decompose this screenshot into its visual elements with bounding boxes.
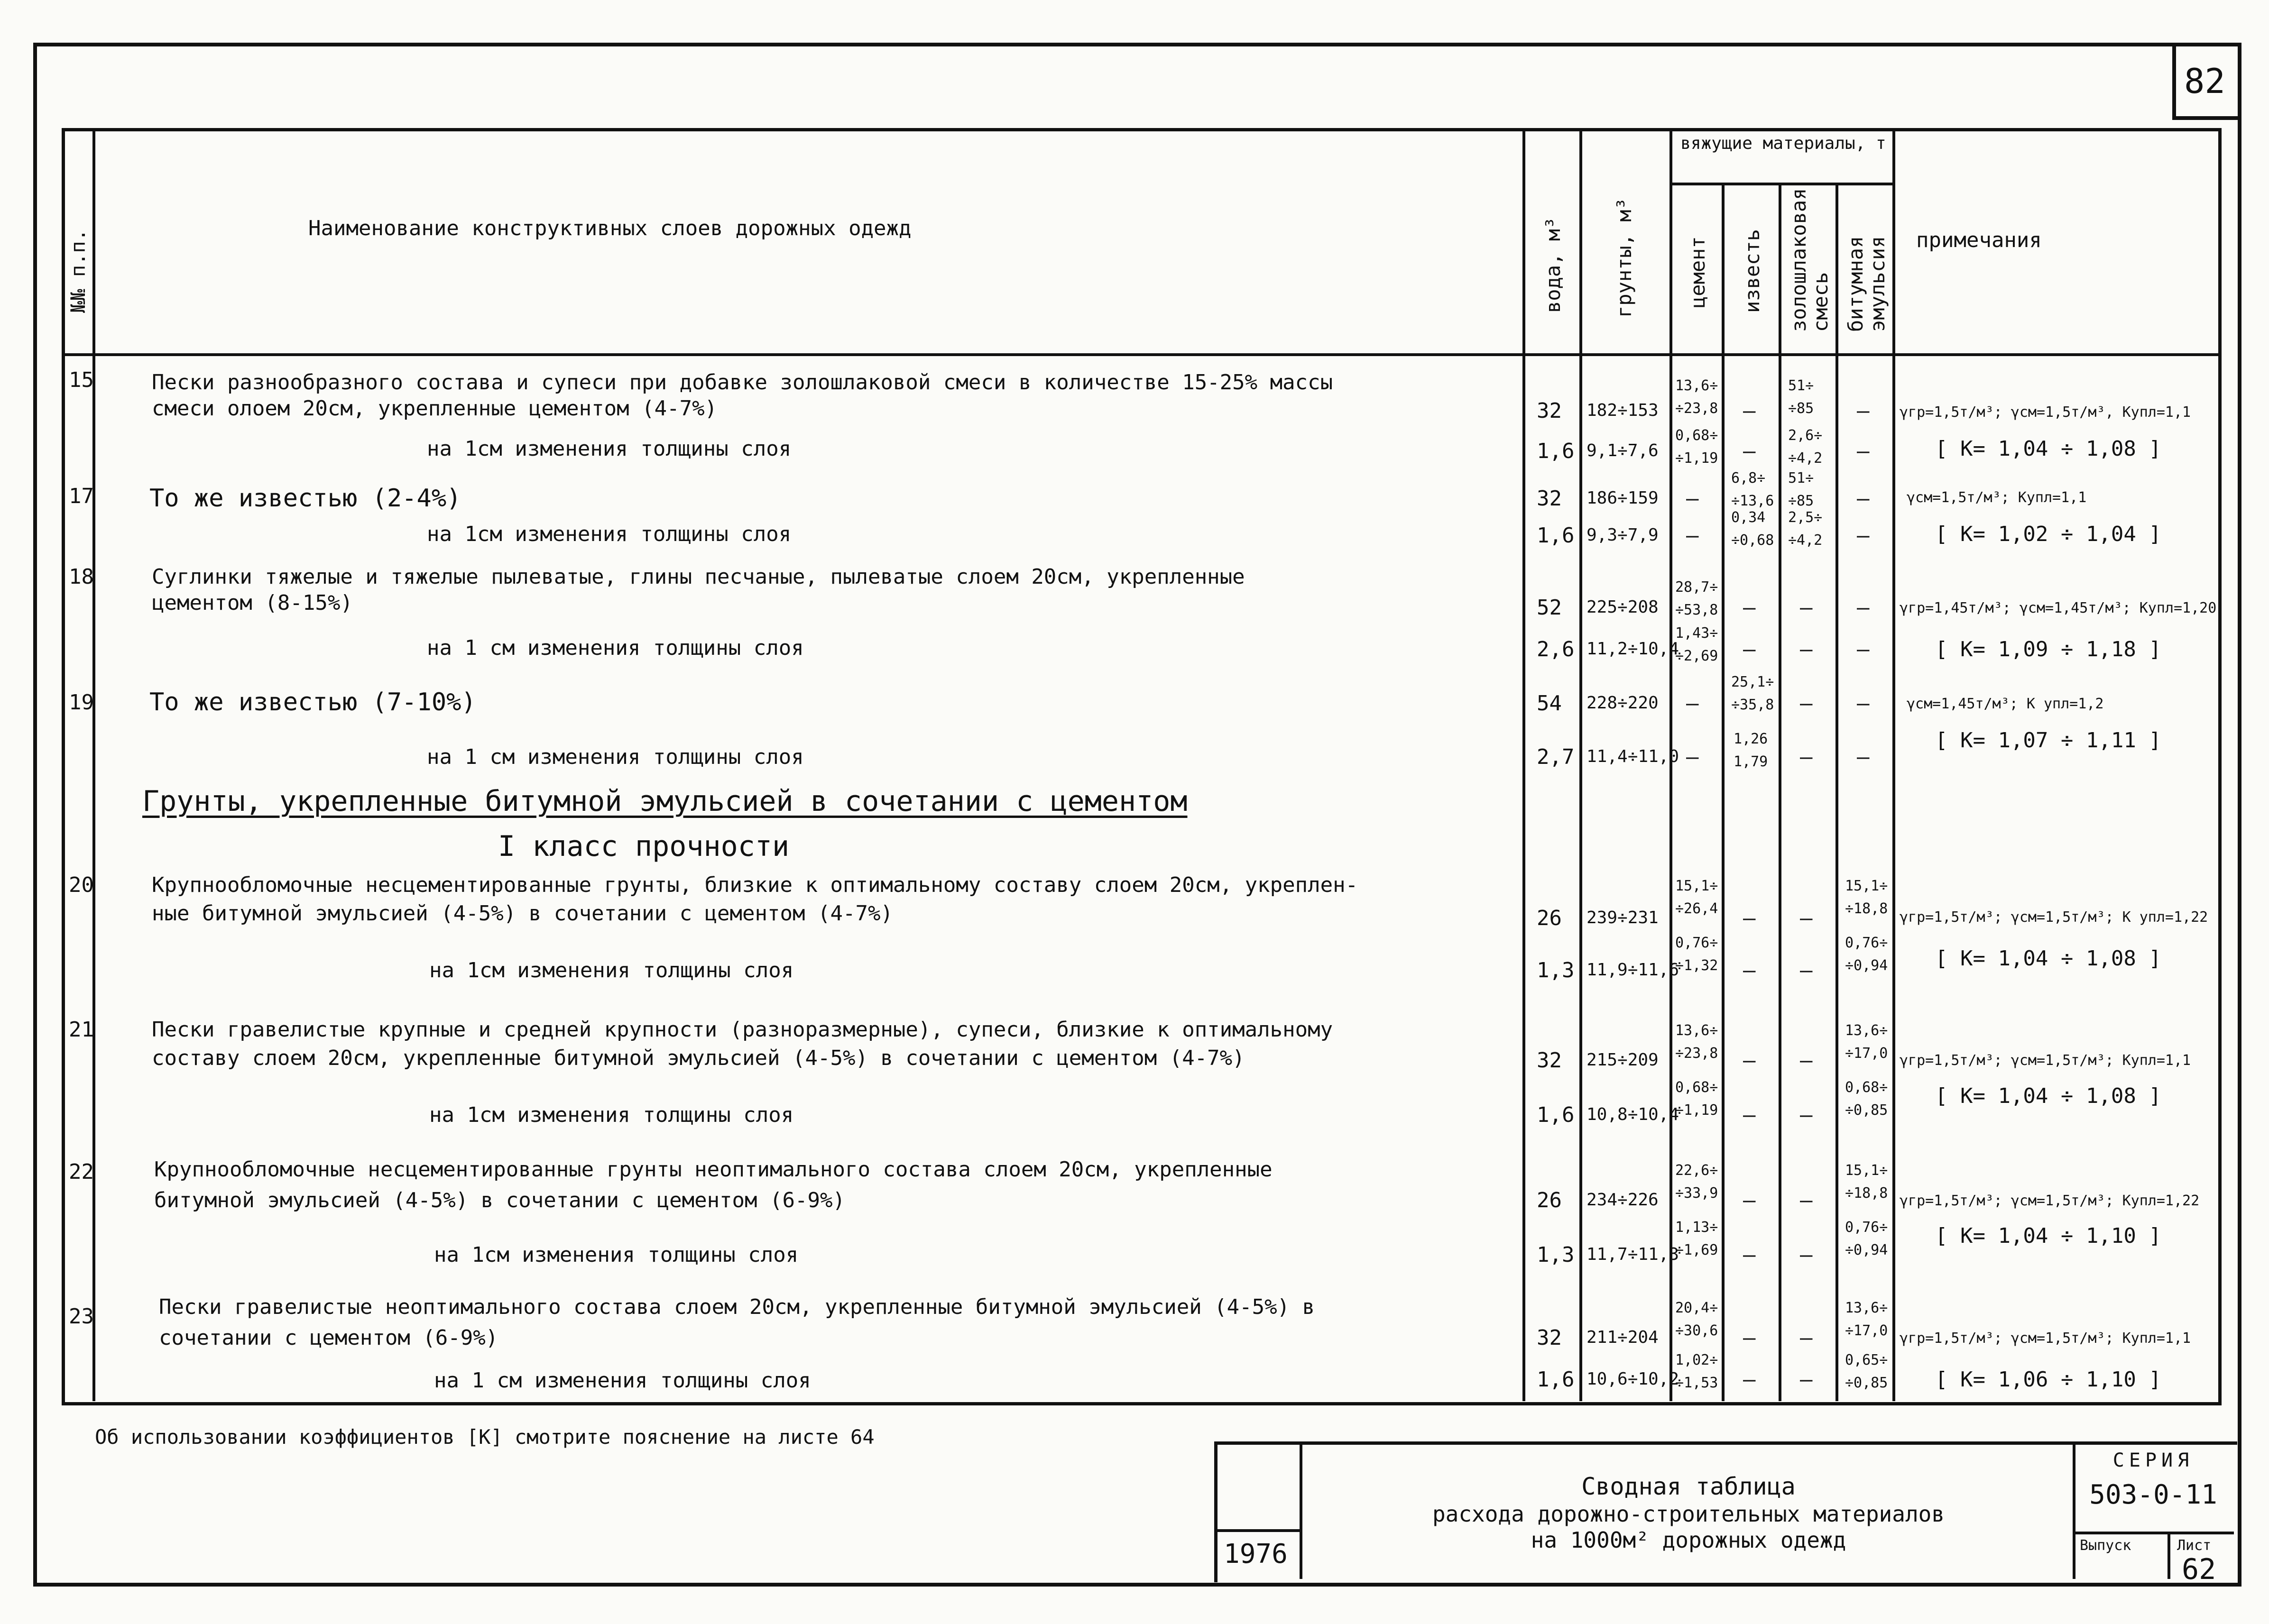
row-desc-line2: смеси олоем 20см, укрепленные цементом (4-7%)	[152, 396, 718, 421]
title-line3: на 1000м² дорожных одежд	[1531, 1527, 1846, 1553]
col-line-ash	[1835, 183, 1838, 1401]
cell-emulsion-sub: 0,65÷ ÷0,85	[1845, 1352, 1888, 1391]
cell-lime: 6,8÷ ÷13,6	[1731, 470, 1774, 509]
cell-lime-sub: —	[1743, 1103, 1756, 1127]
row-desc-line2: битумной эмульсией (4-5%) в сочетании с цементом (6-9%)	[154, 1188, 845, 1212]
cell-ash: —	[1800, 691, 1813, 716]
cell-water-sub: 1,6	[1537, 1367, 1575, 1392]
cell-emulsion: 13,6÷ ÷17,0	[1845, 1022, 1888, 1062]
cell-soil: 228÷220	[1586, 693, 1659, 713]
col-line-num	[92, 128, 95, 1401]
cell-ash: —	[1800, 1188, 1813, 1212]
cell-water-sub: 1,6	[1537, 1103, 1575, 1127]
row-sub-label: на 1см изменения толщины слоя	[434, 1243, 799, 1267]
cell-ash-sub: —	[1800, 958, 1813, 982]
title-block-sheet-divider	[2168, 1532, 2170, 1579]
cell-note: γсм=1,45т/м³; К упл=1,2	[1907, 696, 2104, 712]
sheet-label: Лист	[2177, 1537, 2212, 1554]
col-line-lime	[1779, 183, 1781, 1401]
cell-ash: —	[1800, 596, 1813, 620]
cell-ash-sub: 2,6÷ ÷4,2	[1788, 427, 1823, 467]
title-block-year-line	[1214, 1529, 1300, 1532]
section-title: Грунты, укрепленные битумной эмульсией в сочетании с цементом	[142, 785, 1188, 818]
row-num: 19	[69, 690, 94, 715]
header-name: Наименование конструктивных слоев дорожных одежд	[308, 216, 912, 240]
cell-water: 32	[1537, 399, 1562, 423]
cell-water-sub: 1,3	[1537, 958, 1575, 982]
cell-cement-sub: —	[1686, 523, 1699, 548]
col-line-cement	[1722, 183, 1725, 1401]
cell-soil-sub: 11,2÷10,4	[1586, 639, 1679, 659]
header-soil: грунты, м³	[1613, 198, 1636, 318]
cell-soil-sub: 9,3÷7,9	[1586, 525, 1659, 545]
cell-cement-sub: 1,43÷ ÷2,69	[1675, 625, 1718, 664]
row-sub-label: на 1 см изменения толщины слоя	[434, 1368, 811, 1393]
cell-lime-sub: 0,34 ÷0,68	[1731, 509, 1774, 549]
section-subtitle: I класс прочности	[498, 830, 790, 863]
title-line1: Сводная таблица	[1581, 1473, 1796, 1500]
cell-water: 32	[1537, 1326, 1562, 1350]
row-num: 17	[69, 484, 94, 508]
row-desc-line1: Суглинки тяжелые и тяжелые пылеватые, глины песчаные, пылеватые слоем 20см, укрепленные	[152, 565, 1245, 589]
cell-lime: —	[1743, 906, 1756, 930]
cell-ash-sub: —	[1800, 1243, 1813, 1267]
cell-emulsion-sub: 0,68÷ ÷0,85	[1845, 1079, 1888, 1119]
cell-emulsion-sub: —	[1857, 745, 1870, 769]
cell-k: [ К= 1,09 ÷ 1,18 ]	[1935, 637, 2161, 661]
cell-ash-sub: —	[1800, 1103, 1813, 1127]
row-desc-line1: Пески гравелистые неоптимального состава слоем 20см, укрепленные битумной эмульсией (4-5%) в	[159, 1295, 1315, 1319]
cell-lime-sub: —	[1743, 958, 1756, 982]
cell-lime-sub: —	[1743, 637, 1756, 661]
row-num: 15	[69, 368, 94, 392]
cell-emulsion: —	[1857, 596, 1870, 620]
cell-cement: 13,6÷ ÷23,8	[1675, 377, 1718, 417]
header-binders	[1672, 133, 1895, 155]
header-emulsion: битумная эмульсия	[1844, 236, 1890, 332]
cell-water: 52	[1537, 596, 1562, 620]
cell-water-sub: 2,6	[1537, 637, 1575, 661]
cell-soil: 239÷231	[1586, 908, 1659, 927]
series-label: СЕРИЯ	[2112, 1450, 2194, 1471]
cell-soil-sub: 9,1÷7,6	[1586, 441, 1659, 460]
header-water: вода, м³	[1541, 217, 1565, 313]
cell-k: [ К= 1,04 ÷ 1,08 ]	[1935, 1084, 2161, 1108]
row-sub-label: на 1см изменения толщины слоя	[427, 437, 792, 461]
cell-soil: 186÷159	[1586, 488, 1659, 508]
main-table	[62, 128, 2222, 1405]
cell-note: γгр=1,5т/м³; γсм=1,5т/м³, Купл=1,1	[1900, 404, 2191, 421]
cell-ash: —	[1800, 1326, 1813, 1350]
cell-soil-sub: 10,8÷10,4	[1586, 1105, 1679, 1124]
cell-k: [ К= 1,07 ÷ 1,11 ]	[1935, 728, 2161, 752]
cell-emulsion-sub: 0,76÷ ÷0,94	[1845, 1219, 1888, 1258]
cell-cement-sub: 1,02÷ ÷1,53	[1675, 1352, 1718, 1391]
header-ash: золошлаковая смесь	[1787, 188, 1833, 332]
cell-emulsion: 15,1÷ ÷18,8	[1845, 878, 1888, 917]
cell-cement-sub: 1,13÷ ÷1,69	[1675, 1219, 1718, 1258]
row-desc-line1: Крупнообломочные несцементированные грунты, близкие к оптимальному составу слоем 20см, укреплен-	[152, 873, 1358, 897]
cell-lime-sub: —	[1743, 439, 1756, 463]
cell-cement: 13,6÷ ÷23,8	[1675, 1022, 1718, 1062]
cell-ash: —	[1800, 906, 1813, 930]
row-desc-line1: То же известью (7-10%)	[149, 688, 476, 716]
cell-cement: 28,7÷ ÷53,8	[1675, 579, 1718, 618]
cell-ash-sub: 2,5÷ ÷4,2	[1788, 509, 1823, 549]
cell-lime: —	[1743, 1188, 1756, 1212]
cell-water: 26	[1537, 906, 1562, 930]
cell-emulsion: —	[1857, 399, 1870, 423]
row-desc-line1: Крупнообломочные несцементированные грунты неоптимального состава слоем 20см, укрепленные	[154, 1157, 1273, 1182]
header-binders-text: вяжущие материалы, т	[1680, 134, 1886, 153]
cell-k: [ К= 1,04 ÷ 1,10 ]	[1935, 1224, 2161, 1248]
cell-soil-sub: 11,7÷11,3	[1586, 1245, 1679, 1264]
cell-lime: —	[1743, 1048, 1756, 1073]
cell-k: [ К= 1,06 ÷ 1,10 ]	[1935, 1367, 2161, 1392]
cell-ash-sub: —	[1800, 637, 1813, 661]
cell-note: γгр=1,5т/м³; γсм=1,5т/м³; Купл=1,1	[1900, 1330, 2191, 1347]
cell-water-sub: 1,6	[1537, 439, 1575, 463]
row-sub-label: на 1см изменения толщины слоя	[427, 522, 792, 546]
cell-emulsion-sub: 0,76÷ ÷0,94	[1845, 935, 1888, 974]
cell-soil-sub: 11,4÷11,0	[1586, 747, 1679, 766]
cell-emulsion-sub: —	[1857, 523, 1870, 548]
cell-water: 32	[1537, 1048, 1562, 1073]
cell-soil-sub: 10,6÷10,2	[1586, 1369, 1679, 1389]
cell-note: γсм=1,5т/м³; Купл=1,1	[1907, 489, 2087, 506]
cell-k: [ К= 1,04 ÷ 1,08 ]	[1935, 946, 2161, 971]
cell-water-sub: 2,7	[1537, 745, 1575, 769]
cell-cement: —	[1686, 486, 1699, 511]
title-block-series-line	[2073, 1532, 2234, 1534]
header-cement: цемент	[1686, 236, 1709, 308]
cell-note: γгр=1,5т/м³; γсм=1,5т/м³; Купл=1,1	[1900, 1052, 2191, 1069]
cell-water: 32	[1537, 486, 1562, 511]
cell-emulsion: —	[1857, 486, 1870, 511]
binders-group-divider	[1669, 183, 1895, 185]
cell-water: 26	[1537, 1188, 1562, 1212]
row-num: 21	[69, 1018, 94, 1042]
cell-lime: —	[1743, 596, 1756, 620]
page-number: 82	[2184, 61, 2225, 101]
cell-cement: 22,6÷ ÷33,9	[1675, 1162, 1718, 1202]
cell-lime-sub: —	[1743, 1367, 1756, 1392]
cell-emulsion-sub: —	[1857, 637, 1870, 661]
row-desc-line2: цементом (8-15%)	[152, 591, 353, 615]
title-line2: расхода дорожно-строительных материалов	[1432, 1501, 1945, 1527]
cell-emulsion: 15,1÷ ÷18,8	[1845, 1162, 1888, 1202]
row-desc-line2: сочетании с цементом (6-9%)	[159, 1326, 498, 1350]
row-num: 18	[69, 565, 94, 589]
cell-cement-sub: —	[1686, 745, 1699, 769]
cell-cement-sub: 0,76÷ ÷1,32	[1675, 935, 1718, 974]
cell-k: [ К= 1,04 ÷ 1,08 ]	[1935, 437, 2161, 461]
cell-cement: 20,4÷ ÷30,6	[1675, 1300, 1718, 1339]
cell-cement: 15,1÷ ÷26,4	[1675, 878, 1718, 917]
sheet-number: 62	[2182, 1553, 2216, 1586]
cell-ash-sub: —	[1800, 1367, 1813, 1392]
col-line-water	[1579, 128, 1582, 1401]
cell-note: γгр=1,5т/м³; γсм=1,5т/м³; Купл=1,22	[1900, 1193, 2200, 1209]
cell-k: [ К= 1,02 ÷ 1,04 ]	[1935, 522, 2161, 546]
row-desc-line1: Пески гравелистые крупные и средней крупности (разноразмерные), супеси, близкие к оптимальному	[152, 1018, 1333, 1042]
row-num: 20	[69, 873, 94, 897]
row-sub-label: на 1 см изменения толщины слоя	[427, 636, 804, 660]
header-lime: известь	[1741, 229, 1764, 313]
cell-lime: —	[1743, 399, 1756, 423]
cell-emulsion-sub: —	[1857, 439, 1870, 463]
col-line-emulsion	[1892, 128, 1895, 1401]
cell-water: 54	[1537, 691, 1562, 716]
row-sub-label: на 1см изменения толщины слоя	[429, 958, 794, 982]
cell-ash: 51÷ ÷85	[1788, 377, 1814, 417]
footnote: Об использовании коэффициентов [К] смотрите пояснение на листе 64	[95, 1425, 875, 1449]
cell-soil: 182÷153	[1586, 401, 1659, 420]
cell-ash-sub: —	[1800, 745, 1813, 769]
cell-soil: 215÷209	[1586, 1050, 1659, 1070]
row-sub-label: на 1 см изменения толщины слоя	[427, 745, 804, 769]
cell-water-sub: 1,3	[1537, 1243, 1575, 1267]
row-num: 23	[69, 1304, 94, 1329]
cell-water-sub: 1,6	[1537, 523, 1575, 548]
cell-note: γгр=1,5т/м³; γсм=1,5т/м³; К упл=1,22	[1900, 909, 2208, 926]
cell-lime: 25,1÷ ÷35,8	[1731, 674, 1774, 713]
cell-lime-sub: —	[1743, 1243, 1756, 1267]
title-block-year-divider	[1300, 1441, 1302, 1579]
cell-soil: 234÷226	[1586, 1190, 1659, 1210]
row-desc-line2: ные битумной эмульсией (4-5%) в сочетании с цементом (4-7%)	[152, 901, 893, 926]
cell-ash: —	[1800, 1048, 1813, 1073]
series-number: 503-0-11	[2089, 1479, 2217, 1510]
cell-emulsion: 13,6÷ ÷17,0	[1845, 1300, 1888, 1339]
issue-label: Выпуск	[2080, 1537, 2131, 1554]
cell-soil: 225÷208	[1586, 597, 1659, 617]
row-desc-line2: составу слоем 20см, укрепленные битумной эмульсией (4-5%) в сочетании с цементом (4-7%)	[152, 1046, 1245, 1070]
row-desc-line1: То же известью (2-4%)	[149, 484, 461, 513]
cell-lime: —	[1743, 1326, 1756, 1350]
cell-emulsion: —	[1857, 691, 1870, 716]
cell-ash: 51÷ ÷85	[1788, 470, 1814, 509]
header-notes: примечания	[1916, 228, 2042, 252]
cell-cement-sub: 0,68÷ ÷1,19	[1675, 427, 1718, 467]
col-line-name	[1522, 128, 1525, 1401]
cell-cement-sub: 0,68÷ ÷1,19	[1675, 1079, 1718, 1119]
cell-cement: —	[1686, 691, 1699, 716]
header-num: №№ п.п.	[66, 229, 90, 313]
title-year: 1976	[1224, 1539, 1288, 1569]
cell-soil-sub: 11,9÷11,6	[1586, 960, 1679, 980]
row-num: 22	[69, 1160, 94, 1184]
cell-note: γгр=1,45т/м³; γсм=1,45т/м³; Купл=1,20	[1900, 600, 2217, 616]
cell-lime-sub: 1,26 1,79	[1734, 731, 1768, 770]
row-desc-line1: Пески разнообразного состава и супеси при добавке золошлаковой смеси в количестве 15-25% массы	[152, 370, 1333, 395]
cell-soil: 211÷204	[1586, 1328, 1659, 1347]
row-sub-label: на 1см изменения толщины слоя	[429, 1103, 794, 1127]
